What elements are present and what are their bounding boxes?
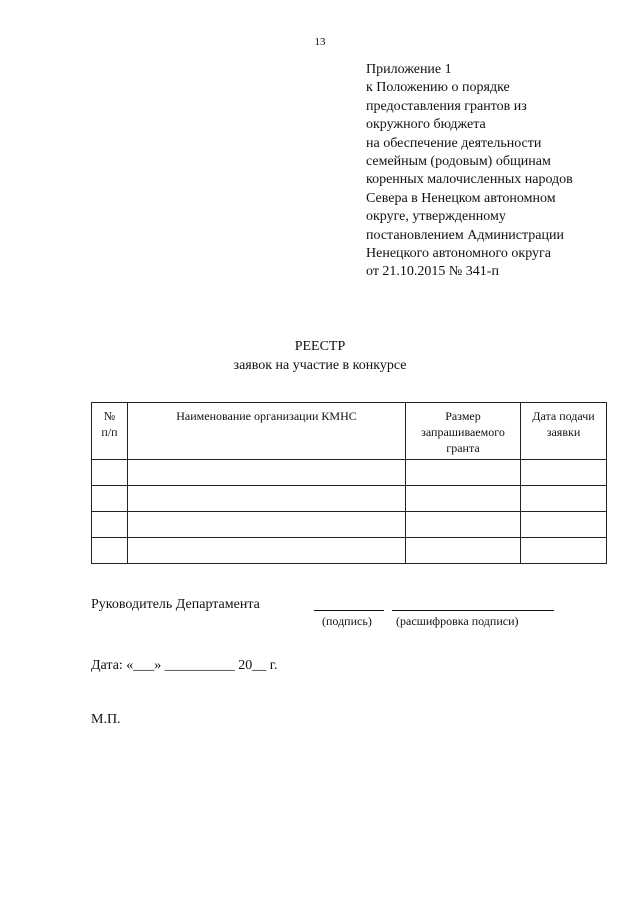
header-line: Наименование организации КМНС xyxy=(176,409,357,423)
page-number: 13 xyxy=(314,36,326,48)
column-header-number xyxy=(92,403,128,460)
appendix-header xyxy=(366,61,636,282)
appendix-line: постановлением Администрации xyxy=(366,227,564,243)
date-line: Дата: «___» __________ 20__ г. xyxy=(91,658,278,673)
table-cell xyxy=(92,538,128,564)
table-cell xyxy=(92,512,128,538)
appendix-line: к Положению о порядке xyxy=(366,80,510,96)
appendix-line: семейным (родовым) общинам xyxy=(366,154,551,170)
registry-table xyxy=(91,402,607,564)
decryption-line xyxy=(392,610,554,611)
appendix-line: Ненецкого автономного округа xyxy=(366,246,551,262)
appendix-line: Приложение 1 xyxy=(366,62,452,77)
table-cell xyxy=(128,486,406,512)
column-header-grant-amount xyxy=(406,403,521,460)
table-cell xyxy=(128,538,406,564)
table-cell xyxy=(406,460,521,486)
table-cell xyxy=(521,538,607,564)
appendix-line: коренных малочисленных народов xyxy=(366,172,573,188)
table-cell xyxy=(92,486,128,512)
table-row xyxy=(92,460,607,486)
table-cell xyxy=(128,512,406,538)
header-line: запрашиваемого xyxy=(421,425,505,439)
table-header-row xyxy=(92,403,607,460)
header-line: гранта xyxy=(446,441,480,455)
signature-caption: (подпись) xyxy=(322,614,372,628)
header-line: Дата подачи xyxy=(532,409,595,423)
appendix-line: Севера в Ненецком автономном xyxy=(366,190,556,206)
header-line: п/п xyxy=(101,425,118,439)
column-header-submission-date xyxy=(521,403,607,460)
header-line: Размер xyxy=(445,409,481,423)
table-cell xyxy=(406,512,521,538)
table-cell xyxy=(128,460,406,486)
table-row xyxy=(92,486,607,512)
appendix-line: округе, утвержденному xyxy=(366,209,506,225)
table-cell xyxy=(521,460,607,486)
stamp-mark: М.П. xyxy=(91,712,121,727)
signature-line xyxy=(314,610,384,611)
header-line: заявки xyxy=(546,425,581,439)
table-cell xyxy=(92,460,128,486)
appendix-line: предоставления грантов из xyxy=(366,98,527,114)
header-line: № xyxy=(103,409,116,423)
column-header-organization xyxy=(128,403,406,460)
appendix-line: окружного бюджета xyxy=(366,117,486,133)
document-subtitle: заявок на участие в конкурсе xyxy=(233,358,407,373)
table-cell xyxy=(406,538,521,564)
table-row xyxy=(92,538,607,564)
signature-label: Руководитель Департамента xyxy=(91,597,260,612)
appendix-line: на обеспечение деятельности xyxy=(366,135,542,151)
table-cell xyxy=(406,486,521,512)
decryption-caption: (расшифровка подписи) xyxy=(396,614,519,628)
table-cell xyxy=(521,512,607,538)
table-cell xyxy=(521,486,607,512)
table-row xyxy=(92,512,607,538)
document-title: РЕЕСТР xyxy=(294,339,346,354)
appendix-line: от 21.10.2015 № 341-п xyxy=(366,264,499,280)
